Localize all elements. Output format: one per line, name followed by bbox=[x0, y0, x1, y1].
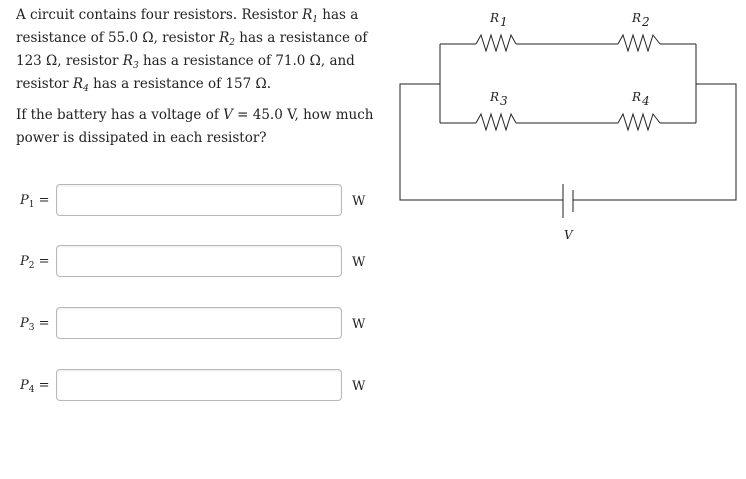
problem-text: has a resistance of bbox=[88, 76, 226, 92]
answer-input-p4[interactable] bbox=[56, 369, 342, 401]
answer-label-p1: $P_1$ = bbox=[20, 193, 50, 210]
resistor-symbol-r3: $R_3$ bbox=[122, 53, 139, 71]
problem-text: , and resistor bbox=[16, 53, 355, 92]
answer-row-p3 bbox=[16, 307, 376, 341]
answer-unit-p2: W bbox=[352, 255, 366, 270]
resistance-value-r1: 55.0 Ω bbox=[108, 30, 154, 46]
label-battery-voltage: V bbox=[564, 228, 573, 242]
answer-row-p4 bbox=[16, 369, 376, 403]
outer-wire bbox=[400, 84, 736, 200]
resistor-r2 bbox=[618, 35, 660, 51]
problem-text: . bbox=[266, 76, 272, 92]
problem-text: has a resistance of bbox=[235, 30, 368, 46]
resistor-symbol-r2: $R_2$ bbox=[219, 30, 235, 48]
problem-paragraph-question bbox=[16, 104, 376, 150]
answer-row-p2 bbox=[16, 245, 376, 279]
problem-statement bbox=[16, 4, 376, 150]
resistor-r4 bbox=[618, 114, 660, 130]
resistor-r3 bbox=[476, 114, 516, 130]
resistance-value-r2: 123 Ω bbox=[16, 53, 58, 69]
resistance-value-r3: 71.0 Ω bbox=[275, 53, 321, 69]
problem-text: , resistor bbox=[57, 53, 123, 69]
label-r4: R4 bbox=[632, 90, 650, 108]
circuit-diagram bbox=[398, 6, 738, 246]
problem-text: has a resistance of bbox=[138, 53, 276, 69]
answer-unit-p1: W bbox=[352, 194, 366, 209]
answer-row-p1 bbox=[16, 184, 376, 218]
label-r2: R2 bbox=[632, 11, 650, 29]
label-r3: R3 bbox=[490, 90, 508, 108]
problem-text: A circuit contains four resistors. Resistor bbox=[16, 7, 303, 23]
voltage-symbol: V bbox=[223, 107, 233, 123]
problem-text: , resistor bbox=[153, 30, 220, 46]
resistor-symbol-r1: $R_1$ bbox=[302, 7, 318, 25]
answer-input-p1[interactable] bbox=[56, 184, 342, 216]
answer-label-p2: $P_2$ = bbox=[20, 254, 50, 271]
problem-paragraph-resistances bbox=[16, 4, 376, 96]
resistance-value-r4: 157 Ω bbox=[225, 76, 267, 92]
label-r1: R1 bbox=[490, 11, 508, 29]
answer-input-p2[interactable] bbox=[56, 245, 342, 277]
answer-input-p3[interactable] bbox=[56, 307, 342, 339]
resistor-r1 bbox=[476, 35, 516, 51]
problem-text: , how much power is dissipated in each resistor? bbox=[16, 107, 374, 146]
answer-label-p3: $P_3$ = bbox=[20, 316, 50, 333]
problem-text: If the battery has a voltage of bbox=[16, 107, 224, 123]
problem-text: has a resistance of bbox=[16, 7, 359, 46]
resistor-symbol-r4: $R_4$ bbox=[72, 76, 89, 94]
voltage-value: = 45.0 V bbox=[232, 107, 295, 123]
answer-unit-p4: W bbox=[352, 379, 366, 394]
answer-label-p4: $P_4$ = bbox=[20, 378, 50, 395]
answer-unit-p3: W bbox=[352, 317, 366, 332]
